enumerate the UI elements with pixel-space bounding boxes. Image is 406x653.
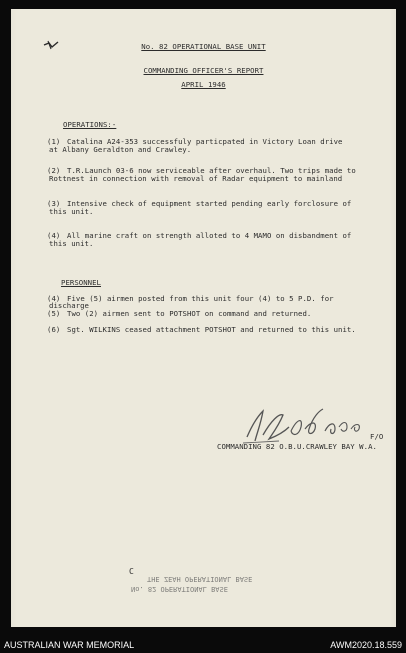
item-line: T.R.Launch 03-6 now serviceable after overhaul. Two trips made to — [67, 166, 356, 175]
item-line: discharge — [49, 301, 89, 310]
document-page — [11, 9, 396, 627]
signature-block: COMMANDING 82 O.B.U.CRAWLEY BAY W.A. — [217, 442, 377, 451]
report-month: APRIL 1946 — [181, 80, 226, 89]
accession-number: AWM2020.18.559 — [330, 640, 402, 650]
personnel-heading: PERSONNEL — [61, 278, 101, 287]
item-line: Sgt. WILKINS ceased attachment POTSHOT and returned to this unit. — [67, 325, 356, 334]
item-line: Rottnest in connection with removal of Radar equipment to mainland — [49, 174, 343, 183]
report-title: COMMANDING OFFICER'S REPORT — [143, 66, 264, 75]
item-number: (6) — [47, 325, 61, 334]
item-number: (4) — [47, 294, 61, 303]
item-line: All marine craft on strength alloted to 4 MAMO on disbandment of — [67, 231, 352, 240]
item-number: (3) — [47, 199, 61, 208]
unit-heading: No. 82 OPERATIONAL BASE UNIT — [141, 42, 266, 51]
archive-name: AUSTRALIAN WAR MEMORIAL — [4, 640, 135, 650]
item-line: this unit. — [49, 207, 94, 216]
bleed-through-text: No. 82 OPERATIONAL BASE — [131, 585, 228, 593]
item-number: (2) — [47, 166, 61, 175]
bleed-through-letter: C — [129, 567, 134, 576]
item-line: Intensive check of equipment started pending early forclosure of — [67, 199, 352, 208]
archive-footer — [0, 637, 406, 653]
item-number: (4) — [47, 231, 61, 240]
item-line: Five (5) airmen posted from this unit four (4) to 5 P.D. for — [67, 294, 334, 303]
item-number: (5) — [47, 309, 61, 318]
signatory-rank: F/O — [370, 432, 384, 441]
bleed-through-text: THE ZEAH OPERATIONAL BASE — [147, 575, 253, 583]
item-line: at Albany Geraldton and Crawley. — [49, 145, 192, 154]
item-line: Catalina A24-353 successfuly particpated in Victory Loan drive — [67, 137, 343, 146]
item-line: this unit. — [49, 239, 94, 248]
item-line: Two (2) airmen sent to POTSHOT on command and returned. — [67, 309, 312, 318]
item-number: (1) — [47, 137, 61, 146]
operations-heading: OPERATIONS:- — [63, 120, 117, 129]
